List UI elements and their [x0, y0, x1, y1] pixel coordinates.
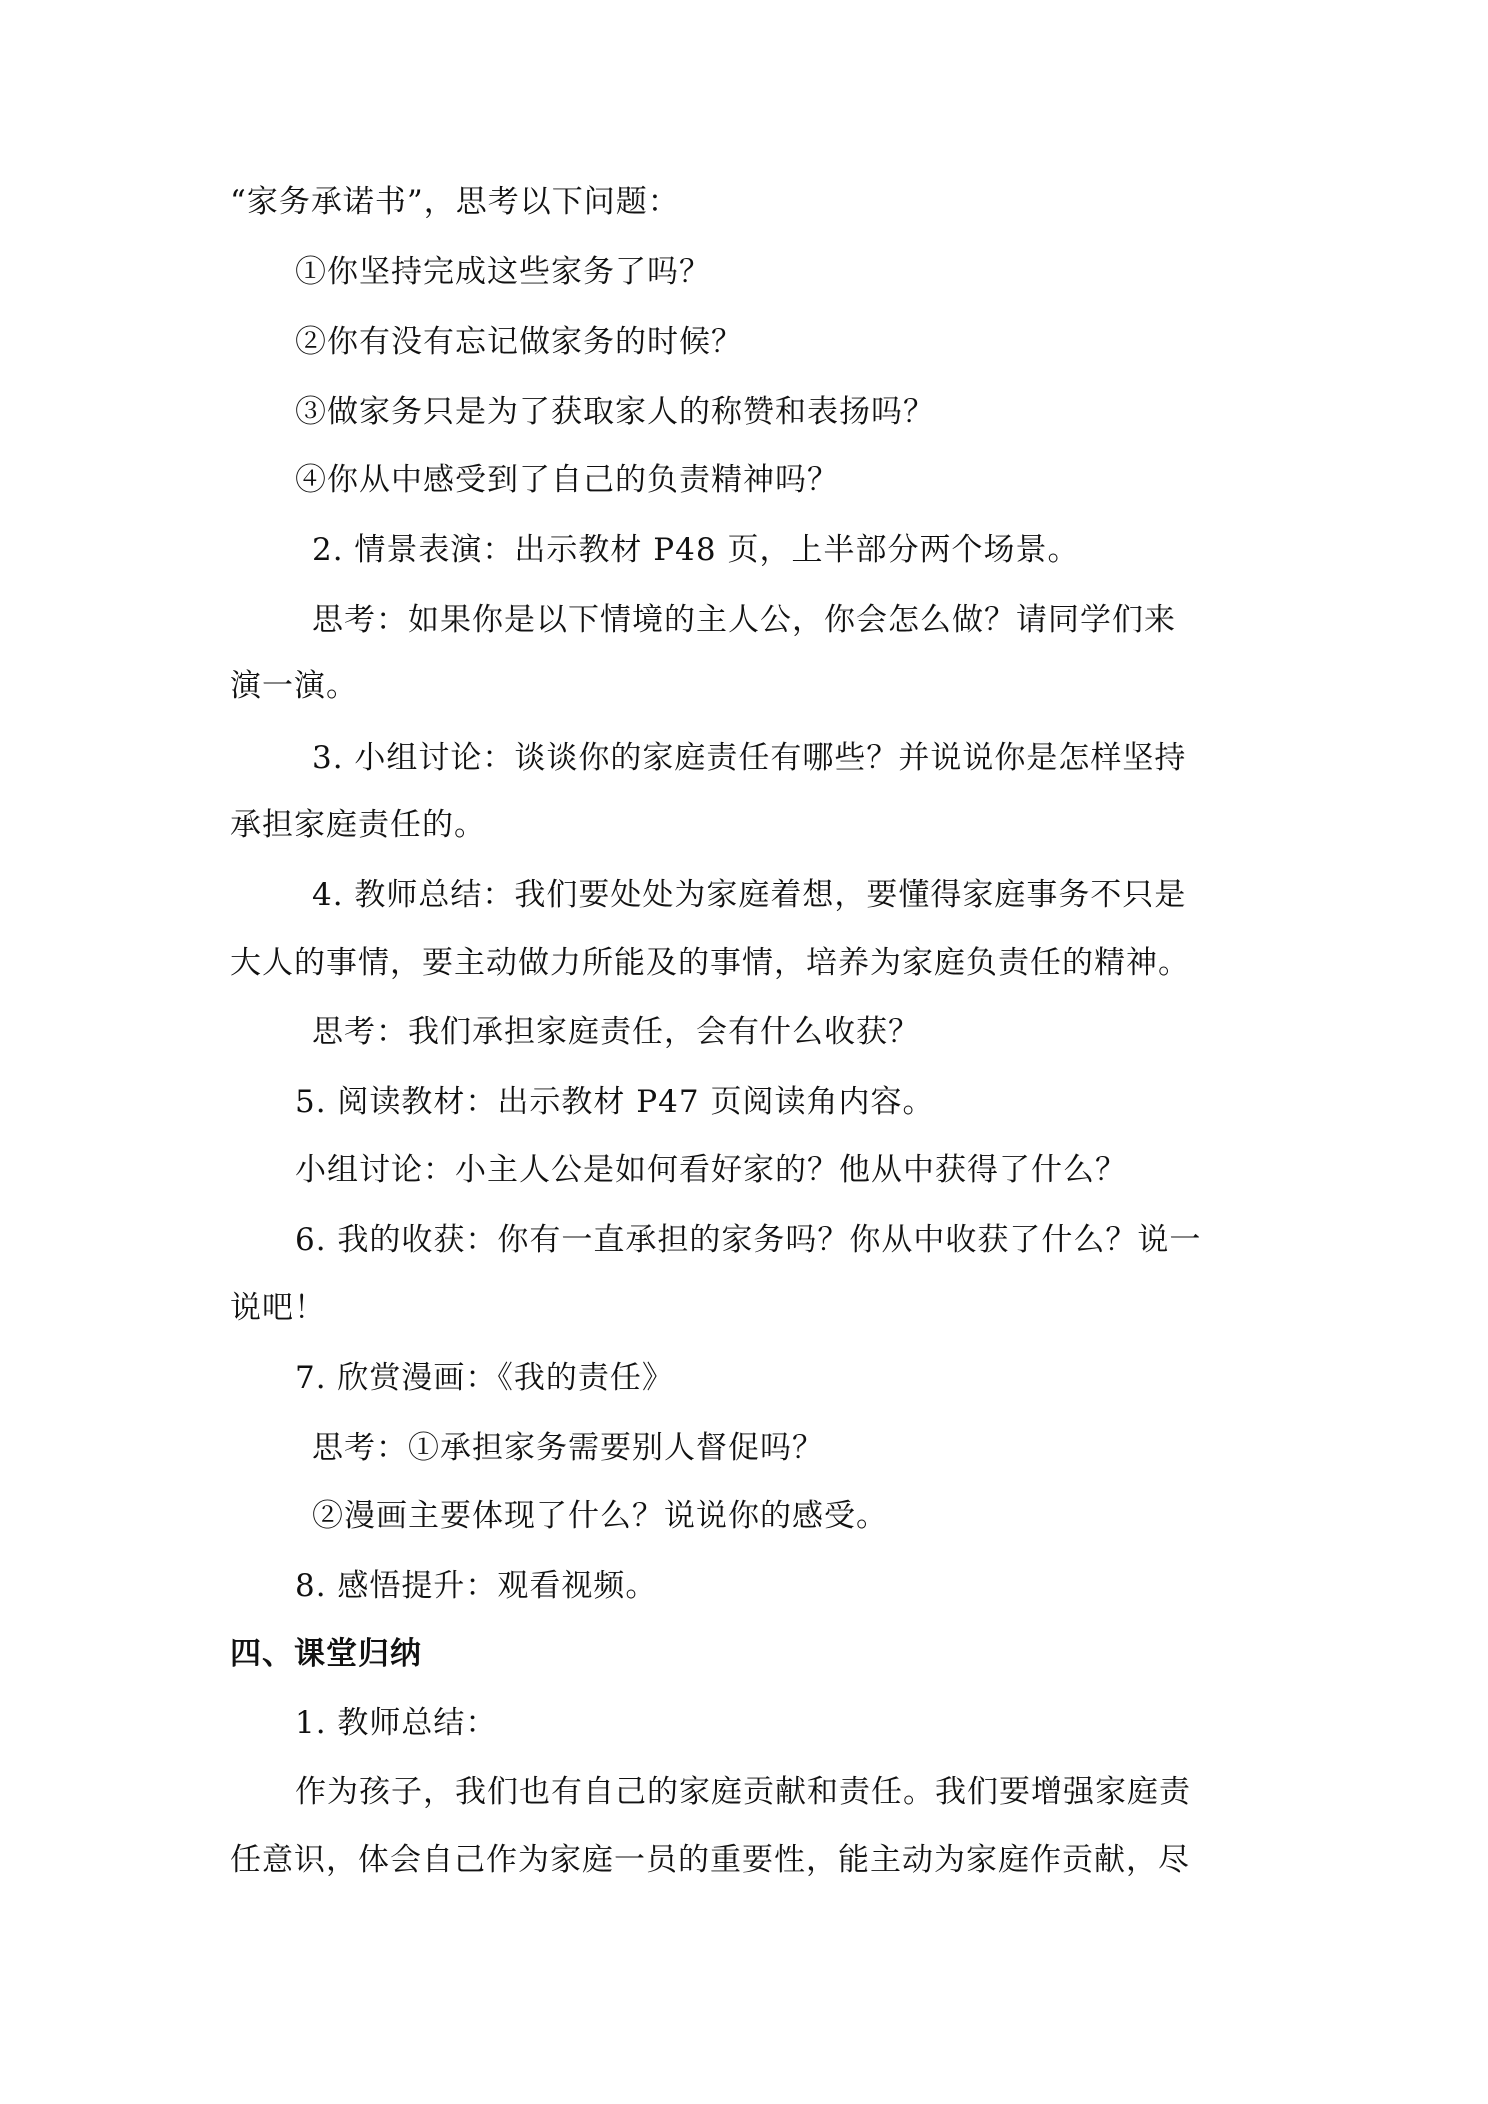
text-line-17: 说吧！ [230, 1290, 326, 1326]
text-line-23: 1. 教师总结： [295, 1705, 498, 1741]
section-heading: 四、课堂归纳 [230, 1636, 422, 1672]
text-line-15: 小组讨论：小主人公是如何看好家的？他从中获得了什么？ [295, 1152, 1127, 1188]
text-line-24: 作为孩子，我们也有自己的家庭贡献和责任。我们要增强家庭责 [295, 1774, 1191, 1810]
text-line-7: 思考：如果你是以下情境的主人公，你会怎么做？请同学们来 [312, 602, 1176, 638]
text-line-18: 7. 欣赏漫画：《我的责任》 [295, 1360, 674, 1396]
text-line-1: “家务承诺书”，思考以下问题： [230, 184, 680, 220]
text-line-3: ②你有没有忘记做家务的时候？ [295, 324, 743, 360]
text-line-19: 思考：①承担家务需要别人督促吗？ [312, 1430, 824, 1466]
text-line-11: 4. 教师总结：我们要处处为家庭着想，要懂得家庭事务不只是 [312, 877, 1187, 913]
text-line-12: 大人的事情，要主动做力所能及的事情，培养为家庭负责任的精神。 [230, 945, 1190, 981]
text-line-6: 2. 情景表演：出示教材 P48 页，上半部分两个场景。 [312, 532, 1080, 568]
text-line-4: ③做家务只是为了获取家人的称赞和表扬吗？ [295, 394, 935, 430]
text-line-9: 3. 小组讨论：谈谈你的家庭责任有哪些？并说说你是怎样坚持 [312, 740, 1187, 776]
text-line-13: 思考：我们承担家庭责任，会有什么收获？ [312, 1014, 920, 1050]
text-line-2: ①你坚持完成这些家务了吗？ [295, 254, 711, 290]
text-line-25: 任意识，体会自己作为家庭一员的重要性，能主动为家庭作贡献，尽 [230, 1842, 1190, 1878]
text-line-8: 演一演。 [230, 668, 358, 704]
text-line-14: 5. 阅读教材：出示教材 P47 页阅读角内容。 [295, 1084, 935, 1120]
text-line-10: 承担家庭责任的。 [230, 807, 486, 843]
text-line-5: ④你从中感受到了自己的负责精神吗？ [295, 462, 839, 498]
text-line-20: ②漫画主要体现了什么？说说你的感受。 [312, 1498, 888, 1534]
text-line-16: 6. 我的收获：你有一直承担的家务吗？你从中收获了什么？说一 [295, 1222, 1202, 1258]
text-line-21: 8. 感悟提升：观看视频。 [295, 1568, 658, 1604]
